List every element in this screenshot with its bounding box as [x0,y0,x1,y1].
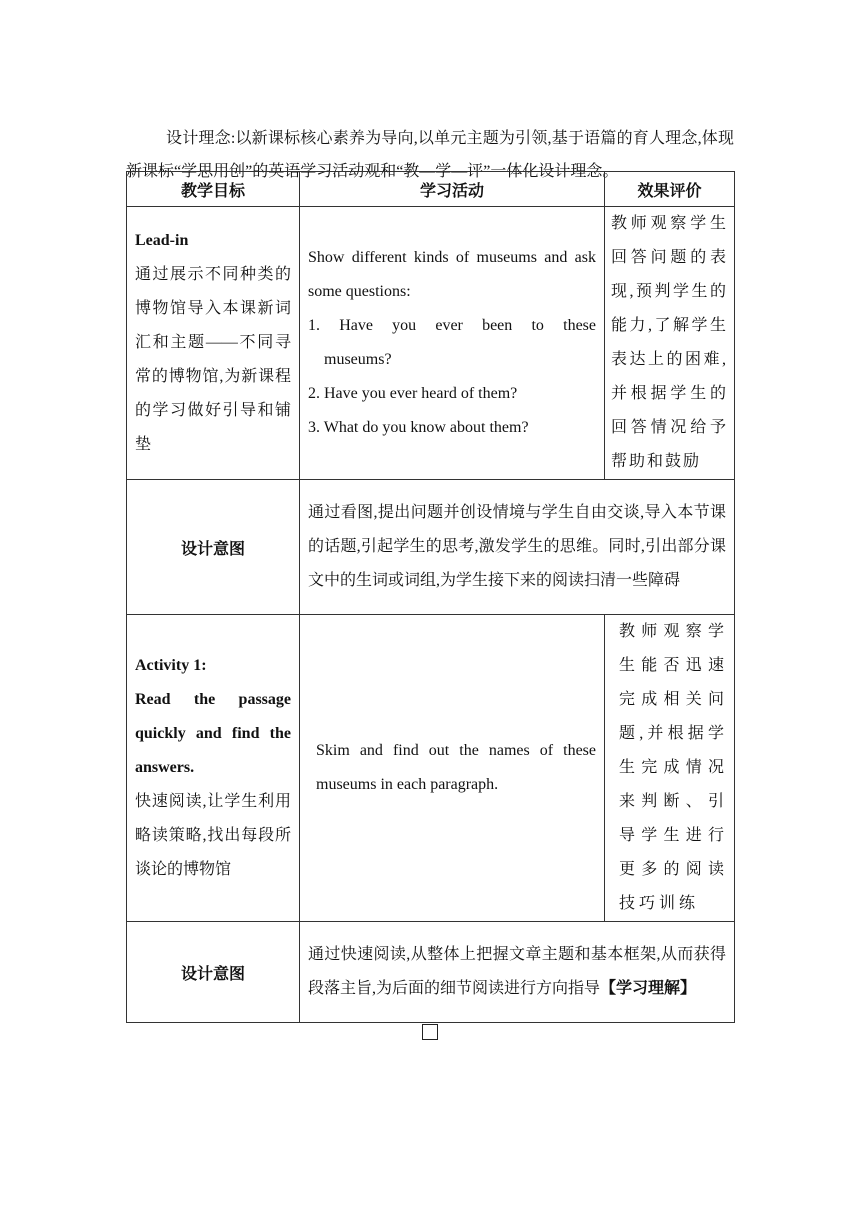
intent-text-1: 通过看图,提出问题并创设情境与学生自由交谈,导入本节课的话题,引起学生的思考,激发学生的思维。同时,引出部分课文中的生词或词组,为学生接下来的阅读扫清一些障碍 [300,480,735,615]
evaluation-cell-lead-in: 教师观察学生回答问题的表现,预判学生的能力,了解学生表达上的困难,并根据学生的回答情况给予帮助和鼓励 [605,207,735,480]
table-row-activity-1 [127,615,735,922]
evaluation-cell-activity-1: 教师观察学生能否迅速完成相关问题,并根据学生完成情况来判断、引导学生进行更多的阅读技巧训练 [605,615,735,922]
goal-title-activity-1: Activity 1: [135,657,207,674]
intent-label-1: 设计意图 [127,480,300,615]
activity-question-2: 2. Have you ever heard of them? [308,385,518,402]
goal-text-activity-1: 快速阅读,让学生利用略读策略,找出每段所谈论的博物馆 [135,793,291,878]
intent-text-2 [300,922,735,1023]
lesson-plan-table [126,171,735,1023]
goal-text-lead-in: 通过展示不同种类的博物馆导入本课新词汇和主题——不同寻常的博物馆,为新课程的学习做好引导和铺垫 [135,266,291,453]
intent-text-2-tag: 【学习理解】 [600,980,697,997]
table-header-row [127,172,735,207]
activity-question-3: 3. What do you know about them? [308,419,529,436]
intent-label-2: 设计意图 [127,922,300,1023]
empty-checkbox[interactable] [422,1024,438,1040]
header-learning-activity: 学习活动 [300,172,605,207]
table-row-intent-1 [127,480,735,615]
intent-text-2-main: 通过快速阅读,从整体上把握文章主题和基本框架,从而获得段落主旨,为后面的细节阅读进行方向指导 [308,946,726,997]
activity-cell-lead-in [300,207,605,480]
header-teaching-goal: 教学目标 [127,172,300,207]
table-row-intent-2 [127,922,735,1023]
activity-question-1: 1. Have you ever been to these [308,317,596,334]
goal-cell-activity-1 [127,615,300,922]
design-philosophy-paragraph: 设计理念:以新课标核心素养为导向,以单元主题为引领,基于语篇的育人理念,体现新课标“学思用创”的英语学习活动观和“教—学—评”一体化设计理念。 [126,130,734,180]
goal-cell-lead-in [127,207,300,480]
activity-intro-lead-in: Show different kinds of museums and ask some questions: [308,249,596,300]
goal-title-lead-in: Lead-in [135,232,189,249]
activity-question-1-cont: museums? [324,351,392,368]
activity-cell-activity-1: Skim and find out the names of these museums in each paragraph. [300,615,605,922]
header-effect-evaluation: 效果评价 [605,172,735,207]
goal-subtitle-activity-1: Read the passage quickly and find the answers. [135,691,291,776]
table-row-lead-in [127,207,735,480]
